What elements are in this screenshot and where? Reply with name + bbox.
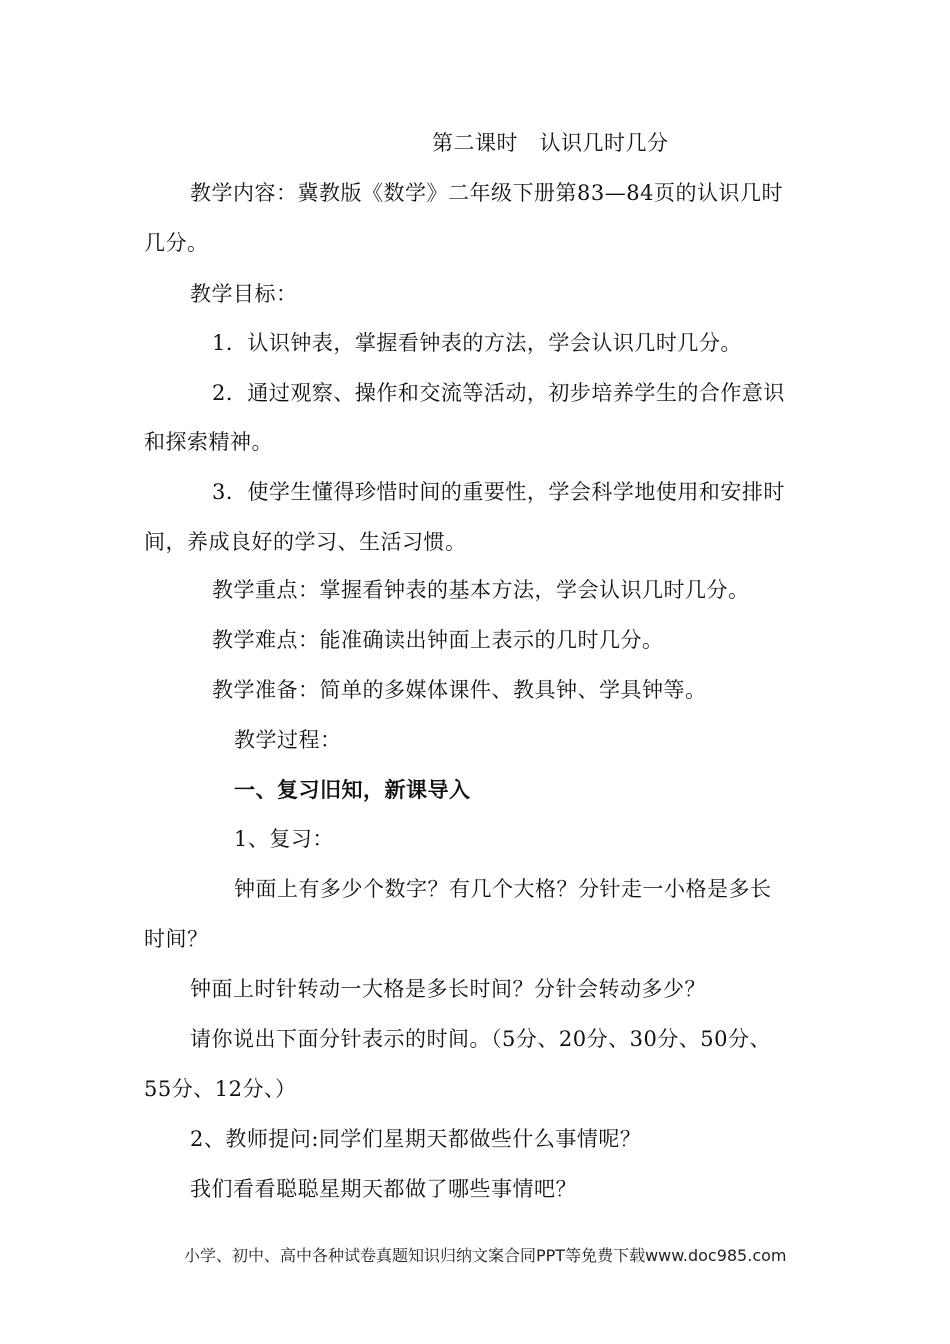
difficult-point: 教学难点：能准确读出钟面上表示的几时几分。	[212, 628, 664, 652]
question-1-line-2: 时间？	[144, 927, 209, 951]
objective-item-3-line-2: 间，养成良好的学习、生活习惯。	[144, 530, 467, 554]
question-3-line-2: 55分、12分、）	[144, 1077, 297, 1101]
content-line-2: 几分。	[144, 231, 209, 255]
footer-text: 小学、初中、高中各种试卷真题知识归纳文案合同PPT等免费下载www.doc985.com	[184, 1246, 787, 1265]
question-2: 钟面上时针转动一大格是多长时间？分针会转动多少？	[190, 977, 706, 1001]
question-3-line-1: 请你说出下面分针表示的时间。（5分、20分、30分、50分、	[190, 1027, 772, 1051]
page-title: 第二课时 认识几时几分	[432, 131, 669, 155]
objective-item-2-line-1: 2．通过观察、操作和交流等活动，初步培养学生的合作意识	[212, 381, 785, 405]
preparation: 教学准备：简单的多媒体课件、教具钟、学具钟等。	[212, 678, 707, 702]
review-label: 1、复习：	[234, 827, 334, 851]
objective-item-2-line-2: 和探索精神。	[144, 430, 273, 454]
objective-item-1: 1．认识钟表，掌握看钟表的方法，学会认识几时几分。	[212, 331, 742, 355]
question-1-line-1: 钟面上有多少个数字？有几个大格？分针走一小格是多长	[234, 877, 772, 901]
look-question: 我们看看聪聪星期天都做了哪些事情吧？	[190, 1177, 577, 1201]
section-1-title: 一、复习旧知，新课导入	[234, 778, 471, 802]
content-line-1: 教学内容：冀教版《数学》二年级下册第83—84页的认识几时	[190, 181, 783, 205]
key-point: 教学重点：掌握看钟表的基本方法，学会认识几时几分。	[212, 578, 750, 602]
objective-item-3-line-1: 3．使学生懂得珍惜时间的重要性，学会科学地使用和安排时	[212, 480, 785, 504]
teacher-question: 2、教师提问:同学们星期天都做些什么事情呢？	[190, 1127, 642, 1151]
process-heading: 教学过程：	[234, 728, 342, 752]
objectives-heading: 教学目标：	[190, 282, 298, 306]
